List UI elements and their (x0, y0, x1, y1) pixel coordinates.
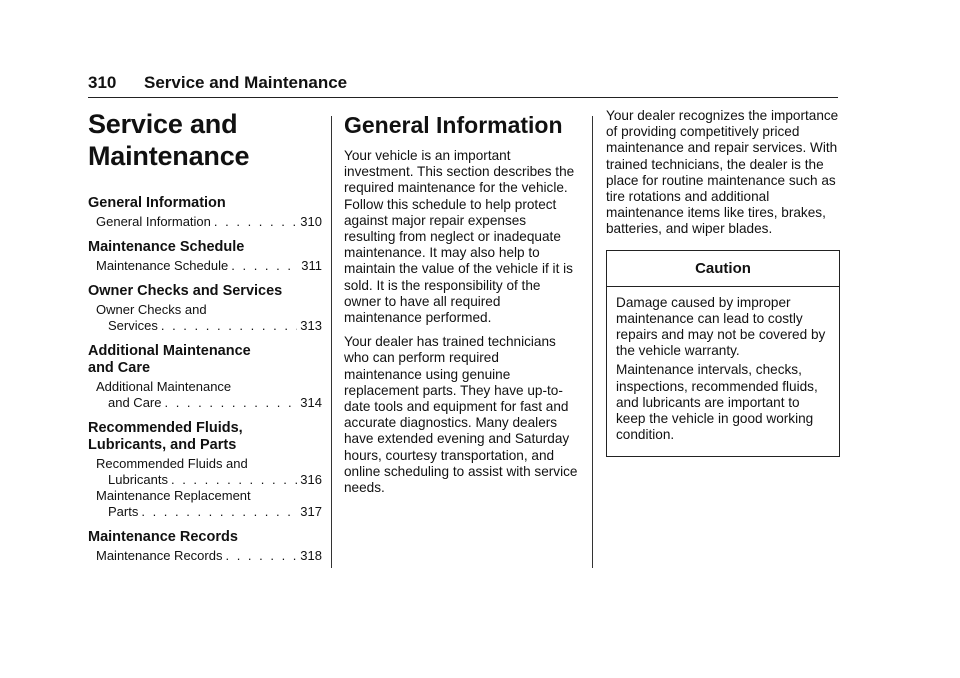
article-column-2 (606, 108, 840, 457)
toc-group (88, 420, 322, 520)
toc-column (88, 108, 322, 573)
caution-paragraph: Damage caused by improper maintenance can lead to costly repairs and may not be covered by the vehicle warranty. (616, 294, 826, 359)
chapter-title-line: Service and (88, 109, 238, 139)
toc-leader-dots (141, 504, 297, 520)
toc-group (88, 239, 322, 274)
toc-page-number: 314 (300, 395, 322, 410)
toc-entry-text: Parts (108, 504, 139, 519)
toc-heading[interactable] (88, 529, 322, 546)
toc-page-number: 316 (300, 472, 322, 487)
toc-entry-line (96, 214, 322, 230)
toc-entry-text: Maintenance Records (96, 548, 223, 563)
toc-entry[interactable] (88, 379, 322, 411)
article-paragraph: Your dealer has trained technicians who can perform required maintenance using genuine replacement parts. They have up-to-date tools and equipment for fast and accurate diagnostics. Many dealers have extended evening and Saturday hours, courtesy transportation, and online scheduling to assist with service needs. (344, 334, 578, 496)
toc-page-number: 313 (300, 318, 322, 333)
toc-page-number: 318 (300, 548, 322, 563)
toc-leader-dots (214, 214, 297, 230)
toc-entry-text: and Care (108, 395, 162, 410)
toc-entry[interactable] (88, 302, 322, 334)
toc-heading[interactable] (88, 239, 322, 256)
toc-entry-text: Maintenance Replacement (96, 488, 251, 503)
toc-entry-line (96, 302, 322, 318)
chapter-title (88, 108, 322, 172)
toc-leader-dots (164, 395, 297, 411)
toc-heading[interactable] (88, 195, 322, 212)
toc-entry-line (96, 379, 322, 395)
toc-leader-dots (171, 472, 297, 488)
article-paragraph: Your vehicle is an important investment. This section describes the required maintenance for the vehicle. Follow this schedule to help protect against major repair expenses resulting from neglect or inadequate maintenance. It may also help to maintain the value of the vehicle if it is sold. It is the responsibility of the owner to have all required maintenance performed. (344, 148, 575, 326)
toc-entry-text: Lubricants (108, 472, 168, 487)
page-number: 310 (88, 73, 117, 92)
toc-heading[interactable] (88, 420, 322, 454)
caution-box (606, 250, 840, 458)
toc-group (88, 195, 322, 230)
toc-entry-line (96, 395, 322, 411)
toc-heading[interactable] (88, 343, 322, 377)
toc-entry-line (96, 258, 322, 274)
toc-group (88, 343, 322, 411)
toc-entry[interactable] (88, 456, 322, 488)
column-divider (331, 116, 332, 568)
column-divider (592, 116, 593, 568)
toc-heading-line: General Information (88, 195, 226, 211)
toc-entry-line (96, 472, 322, 488)
toc-entry[interactable] (88, 258, 322, 274)
toc-entry[interactable] (88, 488, 322, 520)
toc-heading-line: Lubricants, and Parts (88, 437, 237, 453)
toc-entry-line (96, 456, 322, 472)
toc-entry-line (96, 504, 322, 520)
toc-entry-line (96, 488, 322, 504)
toc-heading[interactable] (88, 283, 322, 300)
toc-entry-text: Services (108, 318, 158, 333)
toc-entry-line (96, 318, 322, 334)
toc-heading-line: Recommended Fluids, (88, 420, 243, 436)
toc-heading-line: and Care (88, 360, 151, 376)
toc-page-number: 310 (300, 214, 322, 229)
toc-entry[interactable] (88, 548, 322, 564)
page-header (88, 72, 838, 98)
toc-page-number: 317 (300, 504, 322, 519)
chapter-title-line: Maintenance (88, 141, 250, 171)
toc-entry-text: Owner Checks and (96, 302, 207, 317)
toc-entry-line (96, 548, 322, 564)
article-title: General Information (344, 112, 563, 138)
toc-group (88, 283, 322, 334)
toc-leader-dots (231, 258, 298, 274)
toc-entry[interactable] (88, 214, 322, 230)
toc-heading-line: Owner Checks and Services (88, 283, 283, 299)
toc-entry-text: Maintenance Schedule (96, 258, 229, 273)
toc-leader-dots (161, 318, 297, 334)
toc-heading-line: Additional Maintenance (88, 343, 251, 359)
toc-heading-line: Maintenance Records (88, 529, 238, 545)
caution-body (607, 287, 839, 457)
toc-page-number: 311 (301, 258, 322, 273)
toc-entry-text: Additional Maintenance (96, 379, 232, 394)
toc-group (88, 529, 322, 564)
table-of-contents (88, 195, 322, 564)
toc-leader-dots (225, 548, 297, 564)
caution-paragraph: Maintenance intervals, checks, inspections, recommended fluids, and lubricants are important to keep the vehicle in good working condition. (616, 362, 818, 443)
toc-heading-line: Maintenance Schedule (88, 239, 245, 255)
caution-title: Caution (607, 251, 839, 287)
running-section-title: Service and Maintenance (144, 73, 348, 92)
article-column-1 (344, 108, 578, 504)
toc-entry-text: Recommended Fluids and (96, 456, 248, 471)
toc-entry-text: General Information (96, 214, 211, 229)
article-paragraph: Your dealer recognizes the importance of providing competitively priced maintenance and repair services. With trained technicians, the dealer is the place for routine maintenance such as tire rotations and additional maintenance items like tires, brakes, batteries, and wiper blades. (606, 108, 839, 237)
